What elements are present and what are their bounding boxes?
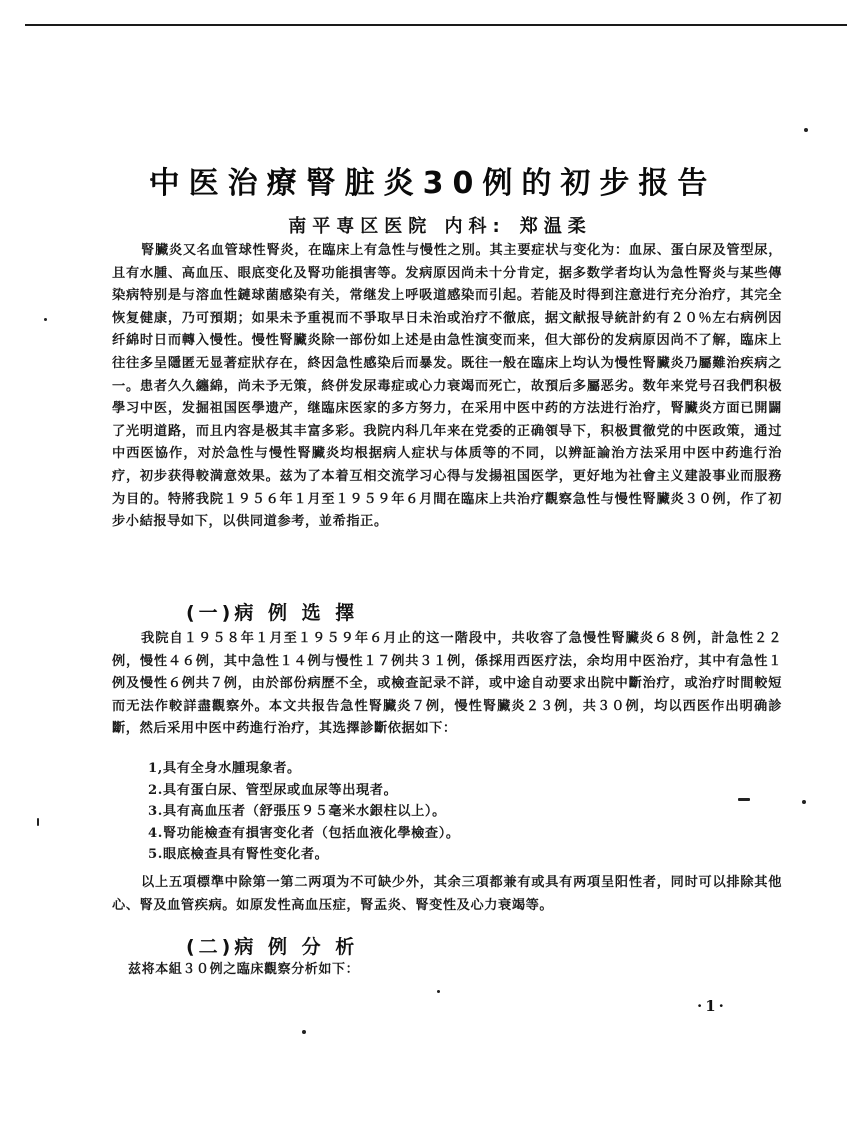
scan-speck xyxy=(37,818,39,826)
section-heading-case-analysis: (二)病 例 分 析 xyxy=(186,936,359,958)
criterion-item: 4.腎功能檢查有損害变化者（包括血液化學檢查）。 xyxy=(148,825,460,841)
criterion-item: 3.具有高血压者（舒張压９５毫米水銀柱以上）。 xyxy=(148,804,446,819)
criterion-item: 2.具有蛋白尿、管型尿或血尿等出現者。 xyxy=(148,782,398,798)
case-selection-paragraph: 我院自１９５８年１月至１９５９年６月止的这一階段中，共收容了急慢性腎臟炎６８例，計急性２２例，慢性４６例，其中急性１４例与慢性１７例共３１例，係採用西医疗法，余均用中医治疗，其中有急性１例及慢性６例共７例，由於部份病歷不全，或檢查記录不詳，或中途自动要求出院中斷治疗，或治疗时間較短而无法作較詳盡觀察外。本文共报告急性腎臟炎７例，慢性腎臟炎２３例，共３０例，均以西医作出明确診斷，然后采用中医中药進行治疗，其选擇診斷依据如下： xyxy=(112,631,782,737)
scan-speck xyxy=(302,1030,306,1034)
document-title: 中医治療腎脏炎30例的初步报告 xyxy=(149,166,717,201)
case-analysis-paragraph: 兹将本組３０例之臨床觀察分析如下： xyxy=(128,962,360,977)
intro-section xyxy=(112,240,782,534)
section-heading-case-selection: (一)病 例 选 擇 xyxy=(186,602,359,624)
criteria-closing-section xyxy=(112,872,782,917)
scan-speck xyxy=(802,800,806,804)
criterion-item: 5.眼底檢查具有腎性变化者。 xyxy=(148,847,329,862)
scan-speck xyxy=(738,798,750,801)
byline-author: 郑温柔 xyxy=(519,216,592,237)
byline-institution: 南平専区医院 内科: xyxy=(288,216,506,237)
criterion-item: 1,具有全身水腫現象者。 xyxy=(148,761,301,776)
scan-speck xyxy=(44,318,47,321)
scan-speck xyxy=(437,990,440,993)
diagnostic-criteria-list xyxy=(148,758,460,866)
scan-speck xyxy=(804,128,808,132)
top-border-rule xyxy=(25,24,847,26)
intro-paragraph: 腎臟炎又名血管球性腎炎，在臨床上有急性与慢性之別。其主要症状与变化为：血尿、蛋白尿及管型尿，且有水腫、高血压、眼底变化及腎功能損害等。发病原因尚未十分肯定，据多数学者均认为急性腎炎与某些傳染病特别是与溶血性鏈球菌感染有关，常继发上呼吸道感染而引起。若能及时得到注意进行充分治疗，其完全恢复健康，乃可預期；如果未予重視而不爭取早日未治或治疗不徹底，据文献报导統計約有２０％左右病例因纤綿时日而轉入慢性。慢性腎臟炎除一部份如上述是由急性演变而来，但大部份的发病原因尚不了解，臨床上往往多呈隱匿无显著症狀存在，終因急性感染后而暴发。既往一般在臨床上均认为慢性腎臟炎乃屬難治疾病之一。患者久久纏綿，尚未予无策，終併发尿毒症或心力衰竭而死亡，故預后多屬恶劣。数年来党号召我們积极學习中医，发掘祖国医學遗产，继臨床医家的多方努力，在采用中医中药的方法进行治疗，腎臟炎方面已開闢了光明道路，而且内容是极其丰富多彩。我院内科几年来在党委的正确領导下，积极貫徹党的中医政策，通过中西医協作，对於急性与慢性腎臟炎均根据病人症状与体质等的不同，以辨証論治方法采用中医中药進行治疗，初步获得較満意效果。兹为了本着互相交流学习心得与发揚祖国医学，更好地为社會主义建設事业而服務为目的。特將我院１９５６年１月至１９５９年６月間在臨床上共治疗觀察急性与慢性腎臟炎３０例，作了初步小結报导如下，以供同道参考，並希指正。 xyxy=(112,243,782,530)
criteria-closing-paragraph: 以上五項標準中除第一第二两項为不可缺少外，其余三項都兼有或具有两項呈阳性者，同时可以排除其他心、腎及血管疾病。如原发性高血压症，腎盂炎、腎变性及心力衰竭等。 xyxy=(112,875,782,913)
page-number: ·1· xyxy=(697,997,727,1015)
case-selection-section xyxy=(112,628,782,741)
byline xyxy=(0,212,866,238)
